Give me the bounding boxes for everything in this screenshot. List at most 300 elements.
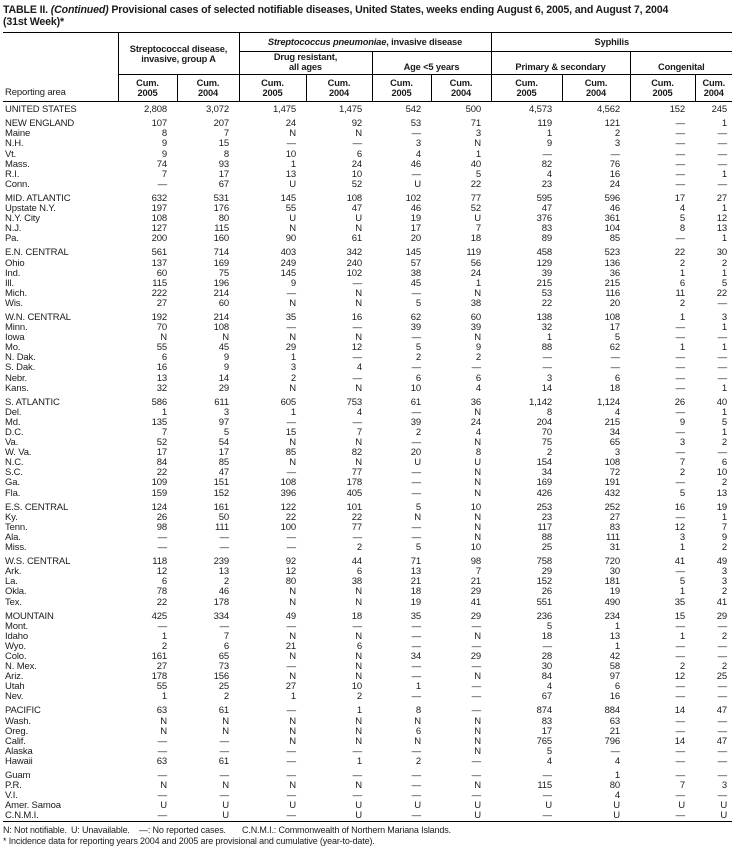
value-cell: — (411, 477, 421, 489)
reporting-area-cell: N. Mex. (5, 661, 37, 673)
table-row (3, 448, 732, 458)
value-cell: 4 (546, 168, 553, 180)
table-row (3, 692, 732, 702)
value-cell: 4,573 (528, 104, 553, 116)
value-cell: 632 (151, 192, 167, 204)
value-cell: 1 (290, 158, 296, 170)
value-cell: 25 (541, 542, 553, 554)
table-row (3, 598, 732, 608)
value-cell: 57 (410, 257, 421, 269)
value-cell: 63 (609, 715, 621, 727)
value-cell: — (157, 745, 167, 757)
value-cell: N (355, 715, 362, 727)
table-row (3, 543, 732, 553)
value-cell: 77 (351, 467, 362, 479)
value-cell: — (717, 691, 728, 703)
value-cell: — (219, 770, 229, 781)
value-cell: 24 (609, 178, 621, 190)
value-cell: 22 (716, 287, 728, 299)
value-cell: N (474, 287, 482, 299)
value-cell: 34 (541, 467, 553, 479)
value-cell: 102 (346, 267, 362, 279)
value-cell: 8 (546, 406, 553, 418)
value-cell: 2 (721, 542, 728, 554)
value-cell: — (411, 168, 421, 180)
value-cell: 38 (470, 297, 482, 309)
value-cell: 53 (410, 118, 421, 130)
value-cell: 12 (674, 521, 686, 533)
value-cell: 151 (213, 477, 229, 489)
value-cell: 1 (721, 233, 728, 245)
value-cell: 109 (151, 477, 167, 489)
value-cell: 9 (223, 362, 229, 374)
value-cell: 76 (609, 158, 621, 170)
table-row (3, 587, 732, 597)
table-row (3, 180, 732, 190)
value-cell: 83 (541, 715, 553, 727)
value-cell: — (717, 640, 728, 652)
value-cell: 83 (609, 521, 621, 533)
value-cell: N (355, 735, 362, 747)
value-cell: 20 (410, 233, 421, 245)
value-cell: — (352, 416, 362, 428)
value-cell: U (222, 800, 229, 812)
value-cell: — (717, 725, 728, 737)
table-row (3, 468, 732, 478)
value-cell: 240 (346, 257, 362, 269)
value-cell: 29 (470, 610, 482, 622)
value-cell: 178 (346, 477, 362, 489)
value-cell: 104 (604, 223, 621, 235)
value-cell: — (471, 681, 482, 693)
reporting-area-cell: N. Dak. (5, 352, 36, 364)
value-cell: 21 (285, 640, 296, 652)
value-cell: 500 (465, 104, 482, 116)
value-cell: 29 (218, 382, 229, 394)
value-cell: U (289, 213, 296, 225)
value-cell: — (352, 770, 362, 781)
reporting-area-cell: C.N.M.I. (5, 810, 39, 822)
value-cell: 253 (536, 501, 553, 513)
table-row (3, 289, 732, 299)
value-cell: 7 (356, 427, 362, 438)
value-cell: 13 (218, 566, 229, 578)
value-cell: 1 (721, 511, 728, 523)
value-cell: — (717, 620, 728, 632)
value-cell: 1 (614, 640, 621, 652)
value-cell: 1,475 (338, 104, 362, 116)
value-cell: 8 (161, 128, 167, 140)
value-cell: 35 (674, 596, 686, 608)
value-cell: 55 (285, 203, 296, 215)
value-cell: 14 (541, 382, 553, 394)
value-cell: 52 (351, 178, 362, 190)
value-cell: — (675, 620, 686, 632)
value-cell: 19 (609, 586, 621, 598)
value-cell: 176 (213, 203, 229, 215)
reporting-area-cell: MOUNTAIN (5, 610, 54, 622)
value-cell: — (286, 467, 296, 479)
value-cell: 1 (721, 203, 728, 215)
value-cell: — (542, 362, 553, 374)
value-cell: 18 (410, 586, 421, 598)
value-cell: — (219, 745, 229, 757)
value-cell: 214 (213, 311, 229, 323)
value-cell: 234 (604, 610, 621, 622)
value-cell: 27 (716, 192, 728, 204)
value-cell: 4 (546, 681, 553, 693)
value-cell: 93 (218, 158, 229, 170)
value-cell: 245 (711, 104, 728, 116)
reporting-area-cell: MID. ATLANTIC (5, 192, 71, 204)
value-cell: 9 (721, 531, 728, 543)
value-cell: 67 (541, 691, 553, 703)
value-cell: — (717, 372, 728, 384)
reporting-area-cell: Va. (5, 437, 19, 449)
cum-year-header: Cum. 2004 (562, 75, 630, 102)
reporting-area-cell: Oreg. (5, 725, 29, 737)
value-cell: 196 (213, 277, 229, 289)
reporting-area-cell: W. Va. (5, 447, 32, 459)
value-cell: 3 (679, 531, 686, 543)
value-cell: 12 (716, 213, 728, 225)
value-cell: 1 (475, 148, 482, 160)
value-cell: 178 (151, 671, 167, 683)
cum-year-header: Cum. 2005 (239, 75, 306, 102)
value-cell: 84 (541, 671, 553, 683)
value-cell: N (222, 780, 229, 792)
value-cell: 1 (290, 691, 296, 703)
value-cell: 765 (536, 735, 553, 747)
value-cell: — (675, 372, 686, 384)
value-cell: 160 (213, 233, 229, 245)
value-cell: N (474, 332, 482, 344)
value-cell: 1 (721, 267, 728, 279)
value-cell: 35 (410, 610, 421, 622)
value-cell: 1,475 (272, 104, 296, 116)
value-cell: — (675, 148, 686, 160)
title-text: Provisional cases of selected notifiable diseases, United States, weeks ending August 6, 2005, and August 7, 2004 (111, 4, 669, 16)
reporting-area-cell: Mont. (5, 620, 29, 632)
value-cell: 10 (351, 681, 362, 693)
value-cell: 7 (161, 168, 167, 180)
value-cell: — (675, 650, 686, 662)
value-cell: N (289, 630, 296, 642)
value-cell: — (717, 790, 728, 802)
value-cell: 178 (213, 596, 229, 608)
value-cell: — (675, 715, 686, 727)
table-row (3, 672, 732, 682)
value-cell: 13 (716, 487, 728, 499)
value-cell: — (717, 297, 728, 309)
value-cell: 35 (285, 311, 296, 323)
value-cell: 361 (604, 213, 621, 225)
value-cell: 531 (213, 192, 229, 204)
value-cell: 27 (285, 681, 296, 693)
value-cell: 197 (151, 203, 167, 215)
value-cell: 1 (679, 586, 686, 598)
value-cell: U (720, 800, 728, 812)
value-cell: N (355, 332, 362, 344)
value-cell: 25 (716, 671, 728, 683)
value-cell: — (219, 735, 229, 747)
value-cell: N (222, 332, 229, 344)
value-cell: 10 (716, 467, 728, 479)
value-cell: 720 (604, 556, 621, 568)
value-cell: U (289, 178, 296, 190)
value-cell: — (157, 770, 167, 781)
value-cell: 2 (415, 352, 421, 364)
value-cell: 16 (674, 501, 686, 513)
value-cell: 129 (536, 257, 553, 269)
table-row (3, 384, 732, 394)
value-cell: — (286, 770, 296, 781)
value-cell: 15 (285, 427, 296, 438)
value-cell: 29 (470, 650, 482, 662)
reporting-area-cell: Ohio (5, 257, 25, 269)
value-cell: 22 (541, 297, 553, 309)
reporting-area-cell: Okla. (5, 586, 27, 598)
value-cell: 342 (346, 247, 362, 259)
value-cell: 169 (536, 477, 553, 489)
table-row (3, 299, 732, 309)
value-cell: — (675, 118, 686, 130)
value-cell: — (157, 542, 167, 554)
cum-year-header: Cum. 2005 (630, 75, 695, 102)
value-cell: N (474, 671, 482, 683)
reporting-area-cell: R.I. (5, 168, 20, 180)
value-cell: 47 (716, 705, 728, 717)
reporting-area-cell: N.C. (5, 457, 24, 469)
reporting-area-cell: Wash. (5, 715, 31, 727)
value-cell: 1 (290, 352, 296, 364)
value-cell: — (286, 661, 296, 673)
value-cell: — (411, 287, 421, 299)
value-cell: — (286, 705, 296, 717)
value-cell: 6 (415, 372, 421, 384)
value-cell: 1 (721, 342, 728, 354)
value-cell: 7 (223, 630, 229, 642)
value-cell: 3 (614, 138, 621, 150)
value-cell: 4 (475, 382, 482, 394)
legend-unavailable: U: Unavailable. (71, 825, 130, 836)
cum-year-header: Cum. 2004 (177, 75, 239, 102)
reporting-area-cell: N.Y. City (5, 213, 40, 225)
value-cell: 2 (721, 586, 728, 598)
value-cell: 44 (351, 556, 362, 568)
value-cell: N (474, 477, 482, 489)
value-cell: 403 (280, 247, 296, 259)
reporting-area-cell: Ind. (5, 267, 21, 279)
value-cell: — (675, 168, 686, 180)
value-cell: 542 (405, 104, 421, 116)
value-cell: 127 (151, 223, 167, 235)
value-cell: N (355, 661, 362, 673)
value-cell: 65 (218, 650, 229, 662)
reporting-area-header: Reporting area (3, 33, 118, 102)
value-cell: — (675, 745, 686, 757)
value-cell: N (289, 780, 296, 792)
value-cell: 4 (614, 790, 621, 802)
value-cell: 222 (151, 287, 167, 299)
table-row (3, 811, 732, 822)
value-cell: 18 (541, 630, 553, 642)
table-row (3, 533, 732, 543)
reporting-area-cell: N.J. (5, 223, 22, 235)
reporting-area-cell: V.I. (5, 790, 18, 802)
table-row (3, 781, 732, 791)
value-cell: 3 (415, 138, 421, 150)
value-cell: N (474, 630, 482, 642)
value-cell: — (286, 531, 296, 543)
value-cell: 85 (609, 233, 621, 245)
value-cell: — (157, 531, 167, 543)
col-group-strep-a: Streptococcal disease, invasive, group A (118, 33, 239, 75)
value-cell: 249 (280, 257, 296, 269)
reporting-area-cell: NEW ENGLAND (5, 118, 75, 130)
value-cell: 18 (351, 610, 362, 622)
value-cell: 236 (536, 610, 553, 622)
col-congenital: Congenital (630, 52, 732, 75)
value-cell: 3 (721, 576, 728, 588)
value-cell: 29 (541, 566, 553, 578)
value-cell: — (675, 770, 686, 781)
table-row (3, 771, 732, 781)
value-cell: 73 (218, 661, 229, 673)
table-row (3, 682, 732, 692)
value-cell: 4 (356, 362, 362, 374)
value-cell: 490 (604, 596, 621, 608)
reporting-area-cell: Vt. (5, 148, 17, 160)
value-cell: — (352, 372, 362, 384)
value-cell: 71 (470, 118, 482, 130)
value-cell: 38 (351, 576, 362, 588)
value-cell: 215 (536, 277, 553, 289)
value-cell: 52 (156, 437, 167, 449)
value-cell: 7 (223, 128, 229, 140)
reporting-area-cell: Pa. (5, 233, 19, 245)
table-row (3, 458, 732, 468)
value-cell: 1 (290, 406, 296, 418)
value-cell: N (474, 715, 482, 727)
value-cell: 111 (215, 521, 229, 533)
value-cell: 78 (156, 586, 167, 598)
value-cell: N (160, 332, 167, 344)
value-cell: — (352, 138, 362, 150)
value-cell: N (289, 223, 296, 235)
value-cell: 5 (223, 427, 229, 438)
value-cell: N (414, 715, 421, 727)
value-cell: 71 (410, 556, 421, 568)
value-cell: 714 (213, 247, 229, 259)
legend-no-cases: —: No reported cases. (139, 825, 226, 836)
value-cell: N (355, 596, 362, 608)
value-cell: 39 (410, 416, 421, 428)
value-cell: — (286, 620, 296, 632)
value-cell: 26 (674, 396, 686, 408)
value-cell: 16 (609, 691, 621, 703)
value-cell: 107 (151, 118, 167, 130)
value-cell: 39 (410, 322, 421, 334)
value-cell: 30 (716, 247, 728, 259)
value-cell: U (355, 800, 362, 812)
value-cell: 22 (156, 596, 167, 608)
table-row (3, 259, 732, 269)
reporting-area-cell: S. Dak. (5, 362, 36, 374)
value-cell: 1,142 (528, 396, 553, 408)
value-cell: 108 (346, 192, 362, 204)
value-cell: 119 (537, 118, 553, 130)
table-row (3, 102, 732, 116)
value-cell: 3 (679, 437, 686, 449)
table-row (3, 363, 732, 373)
value-cell: 80 (218, 213, 229, 225)
value-cell: N (355, 725, 362, 737)
value-cell: 21 (410, 576, 421, 588)
value-cell: N (355, 382, 362, 394)
value-cell: — (675, 691, 686, 703)
value-cell: 83 (541, 223, 553, 235)
value-cell: — (411, 437, 421, 449)
table-row (3, 374, 732, 384)
value-cell: 161 (213, 501, 229, 513)
value-cell: 23 (541, 511, 553, 523)
value-cell: 8 (475, 447, 482, 459)
value-cell: 80 (609, 780, 621, 792)
value-cell: — (411, 770, 421, 781)
value-cell: 7 (475, 566, 482, 578)
table-row (3, 523, 732, 533)
value-cell: — (471, 705, 482, 717)
value-cell: 1 (614, 770, 621, 781)
value-cell: 97 (218, 416, 229, 428)
value-cell: 10 (470, 501, 482, 513)
table-row (3, 642, 732, 652)
col-primary-secondary: Primary & secondary (491, 52, 630, 75)
value-cell: — (675, 511, 686, 523)
value-cell: N (355, 780, 362, 792)
value-cell: 60 (470, 311, 482, 323)
value-cell: 7 (679, 457, 686, 469)
table-row (3, 737, 732, 747)
value-cell: — (286, 322, 296, 334)
value-cell: — (675, 322, 686, 334)
reporting-area-cell: W.N. CENTRAL (5, 311, 71, 323)
table-row (3, 160, 732, 170)
table-row (3, 408, 732, 418)
value-cell: — (717, 158, 728, 170)
value-cell: 523 (604, 247, 621, 259)
value-cell: 75 (218, 267, 229, 279)
table-row (3, 323, 732, 333)
value-cell: 1 (415, 681, 421, 693)
value-cell: N (289, 650, 296, 662)
value-cell: 2 (290, 372, 296, 384)
value-cell: 58 (609, 661, 621, 673)
cum-year-header: Cum. 2005 (491, 75, 562, 102)
value-cell: — (717, 352, 728, 364)
value-cell: 2 (679, 297, 686, 309)
value-cell: — (352, 277, 362, 289)
table-row (3, 747, 732, 757)
value-cell: 10 (410, 382, 421, 394)
table-row (3, 398, 732, 408)
value-cell: 17 (218, 168, 229, 180)
value-cell: 2 (415, 427, 421, 438)
table-row (3, 139, 732, 149)
value-cell: 30 (609, 566, 621, 578)
value-cell: 116 (605, 287, 621, 299)
